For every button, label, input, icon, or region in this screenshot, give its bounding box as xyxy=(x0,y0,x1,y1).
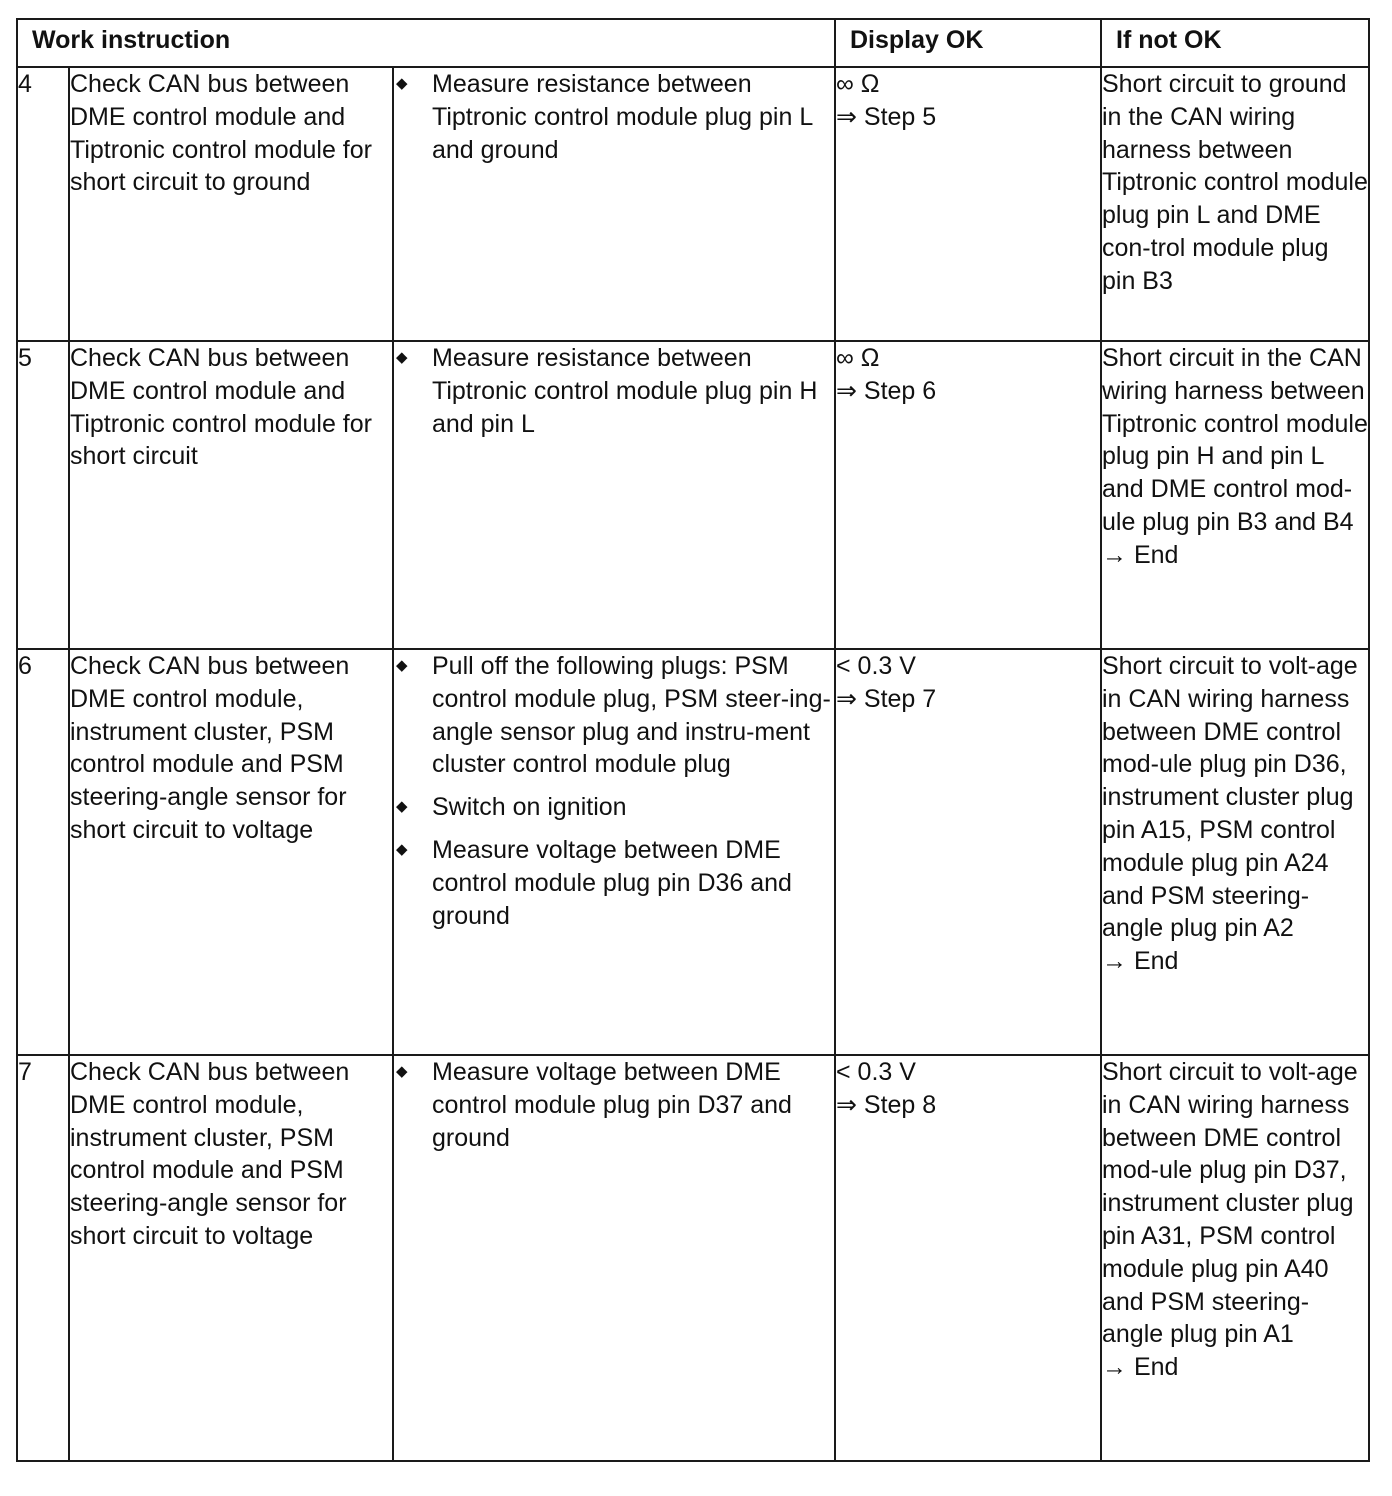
header-work-instruction: Work instruction xyxy=(17,19,835,67)
step-number: 5 xyxy=(17,341,69,649)
display-ok-value: < 0.3 V xyxy=(836,1058,916,1086)
if-not-ok-cell xyxy=(1101,67,1369,341)
display-ok-next-step: ⇒ Step 6 xyxy=(836,376,937,405)
action-item xyxy=(394,342,834,440)
step-number: 6 xyxy=(17,649,69,1055)
end-marker: → End xyxy=(1102,1353,1179,1382)
step-actions xyxy=(393,649,835,1055)
if-not-ok-cell xyxy=(1101,1055,1369,1461)
diamond-bullet-icon: ◆ xyxy=(396,349,408,366)
diamond-bullet-icon: ◆ xyxy=(396,798,408,816)
step-actions xyxy=(393,67,835,341)
display-ok-next-step: ⇒ Step 7 xyxy=(836,684,937,713)
table-row xyxy=(17,649,1369,1055)
step-description: Check CAN bus between DME control module and Tiptronic control module for short circuit to ground xyxy=(69,67,393,341)
display-ok-value: < 0.3 V xyxy=(836,652,916,680)
action-item xyxy=(394,68,834,166)
action-text: Measure voltage between DME control module plug pin D36 and ground xyxy=(432,835,792,930)
if-not-ok-text: Short circuit to ground in the CAN wiring harness between Tiptronic control module plug pin L and DME con-trol module plug pin B3 xyxy=(1102,70,1368,295)
diamond-bullet-icon: ◆ xyxy=(396,657,408,674)
action-text: Switch on ignition xyxy=(432,793,627,822)
step-description: Check CAN bus between DME control module, instrument cluster, PSM control module and PSM steering-angle sensor for short circuit to voltage xyxy=(69,1055,393,1461)
action-text: Measure voltage between DME control module plug pin D37 and ground xyxy=(432,1058,792,1152)
work-instruction-table xyxy=(16,18,1370,1462)
display-ok-cell xyxy=(835,67,1101,341)
display-ok-value: ∞ Ω xyxy=(836,70,880,98)
header-row xyxy=(17,19,1369,67)
action-item xyxy=(394,834,834,932)
end-marker: → End xyxy=(1102,947,1179,976)
action-item xyxy=(394,1056,834,1154)
action-item xyxy=(394,650,834,781)
display-ok-cell xyxy=(835,1055,1101,1461)
header-if-not-ok: If not OK xyxy=(1101,19,1369,67)
diamond-bullet-icon: ◆ xyxy=(396,75,408,92)
if-not-ok-cell xyxy=(1101,341,1369,649)
step-description: Check CAN bus between DME control module, instrument cluster, PSM control module and PSM steering-angle sensor for short circuit to voltage xyxy=(69,649,393,1055)
action-text: Measure resistance between Tiptronic control module plug pin L and ground xyxy=(432,70,813,164)
table-row xyxy=(17,1055,1369,1461)
if-not-ok-text: Short circuit in the CAN wiring harness between Tiptronic control module plug pin H and pin L and DME control mod-ule plug pin B3 and B4 xyxy=(1102,344,1368,536)
diamond-bullet-icon: ◆ xyxy=(396,1063,408,1080)
table-row xyxy=(17,341,1369,649)
display-ok-next-step: ⇒ Step 5 xyxy=(836,102,937,131)
step-number: 4 xyxy=(17,67,69,341)
if-not-ok-cell xyxy=(1101,649,1369,1055)
if-not-ok-text: Short circuit to volt-age in CAN wiring harness between DME control mod-ule plug pin D37, instrument cluster plug pin A31, PSM control module plug pin A40 and PSM steering-angle plug pin A1 xyxy=(1102,1058,1358,1349)
diamond-bullet-icon: ◆ xyxy=(396,840,408,858)
step-actions xyxy=(393,341,835,649)
display-ok-value: ∞ Ω xyxy=(836,344,880,372)
if-not-ok-text: Short circuit to volt-age in CAN wiring harness between DME control mod-ule plug pin D36, instrument cluster plug pin A15, PSM control module plug pin A24 and PSM steering-angle plug pin A2 xyxy=(1102,652,1358,943)
display-ok-cell xyxy=(835,649,1101,1055)
step-actions xyxy=(393,1055,835,1461)
display-ok-next-step: ⇒ Step 8 xyxy=(836,1090,937,1119)
step-number: 7 xyxy=(17,1055,69,1461)
end-marker: → End xyxy=(1102,540,1179,569)
header-display-ok: Display OK xyxy=(835,19,1101,67)
table-row xyxy=(17,67,1369,341)
action-item xyxy=(394,791,834,824)
display-ok-cell xyxy=(835,341,1101,649)
action-text: Pull off the following plugs: PSM control module plug, PSM steer-ing-angle sensor plug and instru-ment cluster control module plug xyxy=(432,652,831,779)
step-description: Check CAN bus between DME control module and Tiptronic control module for short circuit xyxy=(69,341,393,649)
action-text: Measure resistance between Tiptronic control module plug pin H and pin L xyxy=(432,344,818,438)
